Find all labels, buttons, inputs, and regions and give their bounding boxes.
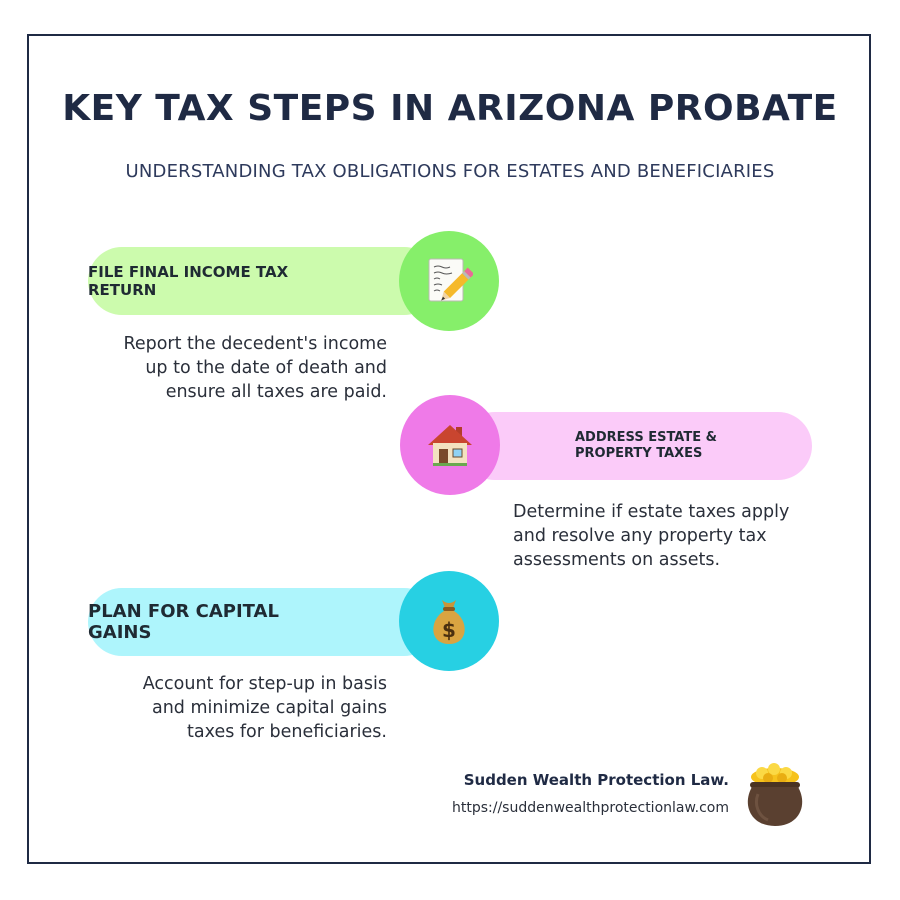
money-bag-icon	[427, 596, 471, 646]
step-3-desc-line-3: taxes for beneficiaries.	[187, 722, 387, 742]
step-3-desc-line-1: Account for step-up in basis	[142, 674, 387, 694]
svg-text:$: $	[442, 618, 456, 642]
step-1-icon-circle	[399, 231, 499, 331]
step-3-desc-line-2: and minimize capital gains	[151, 698, 387, 718]
step-2-description	[513, 500, 789, 572]
step-2-desc-line-1: Determine if estate taxes apply	[513, 502, 790, 522]
step-2-pill	[461, 412, 812, 480]
step-3-description	[143, 672, 387, 744]
step-3-icon-circle	[399, 571, 499, 671]
page-title: KEY TAX STEPS IN ARIZONA PROBATE	[62, 88, 838, 129]
step-3-pill	[88, 588, 438, 656]
step-1-desc-line-2: up to the date of death and	[145, 358, 387, 378]
website-link[interactable]: https://suddenwealthprotectionlaw.com	[451, 800, 729, 816]
step-3-label: PLAN FOR CAPITAL GAINS	[88, 601, 279, 643]
step-2-desc-line-2: and resolve any property tax	[513, 526, 767, 546]
step-2-icon-circle	[400, 395, 500, 495]
step-1-description	[123, 332, 387, 404]
house-icon	[426, 421, 474, 469]
memo-pencil-icon	[425, 256, 473, 306]
step-1-desc-line-3: ensure all taxes are paid.	[165, 382, 387, 402]
brand-name: Sudden Wealth Protection Law.	[463, 771, 729, 789]
page-subtitle: UNDERSTANDING TAX OBLIGATIONS FOR ESTATES AND BENEFICIARIES	[125, 161, 775, 182]
pot-of-gold-icon	[740, 760, 810, 830]
step-2-label: ADDRESS ESTATE & PROPERTY TAXES	[575, 430, 717, 461]
step-1-label: FILE FINAL INCOME TAX RETURN	[88, 263, 289, 299]
step-1-desc-line-1: Report the decedent's income	[123, 334, 387, 354]
step-2-desc-line-3: assessments on assets.	[513, 550, 721, 570]
step-1-pill	[88, 247, 438, 315]
